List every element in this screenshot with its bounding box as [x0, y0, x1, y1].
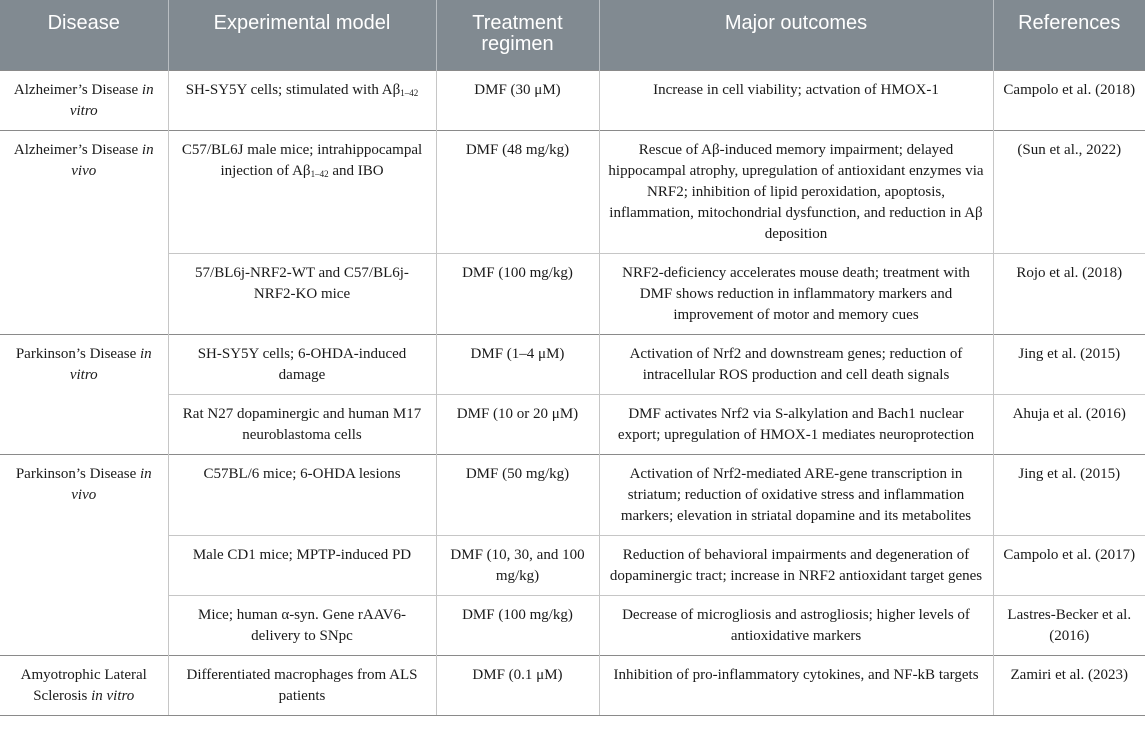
- model-subscript: 1–42: [400, 87, 419, 98]
- disease-name: Alzheimer’s Disease: [13, 141, 139, 158]
- disease-name: Parkinson’s Disease: [15, 345, 137, 362]
- header-references: References: [993, 0, 1145, 70]
- major-outcomes-cell: Increase in cell viability; actvation of HMOX-1: [599, 70, 993, 130]
- table-header: [0, 0, 1145, 70]
- reference-cell: Campolo et al. (2018): [993, 70, 1145, 130]
- reference-cell: Campolo et al. (2017): [993, 535, 1145, 595]
- experimental-model-cell: [168, 253, 436, 334]
- experimental-model-cell: [168, 535, 436, 595]
- experimental-model-cell: [168, 130, 436, 253]
- table-body: [0, 70, 1145, 715]
- header-treatment-regimen: Treatment regimen: [436, 0, 599, 70]
- major-outcomes-cell: NRF2-deficiency accelerates mouse death; treatment with DMF shows reduction in inflammatory markers and improvement of motor and memory cues: [599, 253, 993, 334]
- table-row: [0, 70, 1145, 130]
- header-major-outcomes: Major outcomes: [599, 0, 993, 70]
- model-text: SH-SY5Y cells; stimulated with Aβ: [185, 81, 401, 98]
- header-experimental-model: Experimental model: [168, 0, 436, 70]
- disease-name: Parkinson’s Disease: [15, 465, 137, 482]
- disease-qualifier: in vitro: [69, 345, 152, 383]
- major-outcomes-cell: Activation of Nrf2 and downstream genes; reduction of intracellular ROS production and cell death signals: [599, 334, 993, 394]
- reference-cell: Lastres-Becker et al. (2016): [993, 595, 1145, 655]
- table-row: [0, 253, 1145, 334]
- disease-cell: [0, 655, 168, 715]
- disease-qualifier: in vivo: [71, 465, 152, 503]
- treatment-regimen-cell: DMF (10 or 20 μM): [436, 394, 599, 454]
- disease-name: Amyotrophic Lateral Sclerosis: [20, 666, 147, 704]
- treatment-regimen-cell: DMF (1–4 μM): [436, 334, 599, 394]
- experimental-model-cell: [168, 454, 436, 535]
- header-disease: Disease: [0, 0, 168, 70]
- reference-cell: Jing et al. (2015): [993, 454, 1145, 535]
- treatment-regimen-cell: DMF (50 mg/kg): [436, 454, 599, 535]
- model-text: Male CD1 mice; MPTP-induced PD: [192, 546, 412, 563]
- experimental-model-cell: [168, 595, 436, 655]
- experimental-model-cell: [168, 394, 436, 454]
- reference-cell: Rojo et al. (2018): [993, 253, 1145, 334]
- disease-name: Alzheimer’s Disease: [13, 81, 139, 98]
- treatment-regimen-cell: DMF (10, 30, and 100 mg/kg): [436, 535, 599, 595]
- model-text: 57/BL6j-NRF2-WT and C57/BL6j-NRF2-KO mice: [195, 264, 409, 302]
- experimental-model-cell: [168, 70, 436, 130]
- experimental-model-cell: [168, 334, 436, 394]
- treatment-regimen-cell: DMF (100 mg/kg): [436, 253, 599, 334]
- model-text: Rat N27 dopaminergic and human M17 neuroblastoma cells: [182, 405, 422, 443]
- disease-qualifier: in vitro: [69, 81, 154, 119]
- treatment-regimen-cell: DMF (48 mg/kg): [436, 130, 599, 253]
- treatment-regimen-cell: DMF (0.1 μM): [436, 655, 599, 715]
- model-tail: and IBO: [328, 162, 384, 179]
- reference-cell: Ahuja et al. (2016): [993, 394, 1145, 454]
- major-outcomes-cell: Reduction of behavioral impairments and degeneration of dopaminergic tract; increase in NRF2 antioxidant target genes: [599, 535, 993, 595]
- disease-qualifier: in vivo: [71, 141, 154, 179]
- disease-cell: [0, 70, 168, 130]
- table-row: [0, 595, 1145, 655]
- model-text: Mice; human α-syn. Gene rAAV6-delivery to SNpc: [198, 606, 406, 644]
- disease-cell: [0, 454, 168, 655]
- major-outcomes-cell: Inhibition of pro-inflammatory cytokines, and NF-kB targets: [599, 655, 993, 715]
- major-outcomes-cell: Rescue of Aβ-induced memory impairment; delayed hippocampal atrophy, upregulation of antioxidant enzymes via NRF2; inhibition of lipid peroxidation, apoptosis, inflammation, mitochondrial dysfunction, and reduction in Aβ deposition: [599, 130, 993, 253]
- major-outcomes-cell: Activation of Nrf2-mediated ARE-gene transcription in striatum; reduction of oxidative stress and inflammation markers; elevation in striatal dopamine and its metabolites: [599, 454, 993, 535]
- disease-qualifier: in vitro: [91, 687, 135, 704]
- major-outcomes-cell: Decrease of microgliosis and astrogliosis; higher levels of antioxidative markers: [599, 595, 993, 655]
- reference-cell: Zamiri et al. (2023): [993, 655, 1145, 715]
- model-text: Differentiated macrophages from ALS patients: [186, 666, 418, 704]
- table-row: [0, 334, 1145, 394]
- table-row: [0, 130, 1145, 253]
- reference-cell: Jing et al. (2015): [993, 334, 1145, 394]
- reference-cell: (Sun et al., 2022): [993, 130, 1145, 253]
- disease-cell: [0, 130, 168, 334]
- table-row: [0, 655, 1145, 715]
- major-outcomes-cell: DMF activates Nrf2 via S-alkylation and Bach1 nuclear export; upregulation of HMOX-1 mediates neuroprotection: [599, 394, 993, 454]
- header-row: [0, 0, 1145, 70]
- model-subscript: 1–42: [310, 168, 329, 179]
- model-text: SH-SY5Y cells; 6-OHDA-induced damage: [197, 345, 407, 383]
- table-row: [0, 535, 1145, 595]
- model-text: C57/BL6J male mice; intrahippocampal injection of Aβ: [181, 141, 423, 179]
- experimental-model-cell: [168, 655, 436, 715]
- treatment-regimen-cell: DMF (100 mg/kg): [436, 595, 599, 655]
- model-text: C57BL/6 mice; 6-OHDA lesions: [203, 465, 401, 482]
- disease-cell: [0, 334, 168, 454]
- table-row: [0, 454, 1145, 535]
- table-row: [0, 394, 1145, 454]
- treatment-regimen-cell: DMF (30 μM): [436, 70, 599, 130]
